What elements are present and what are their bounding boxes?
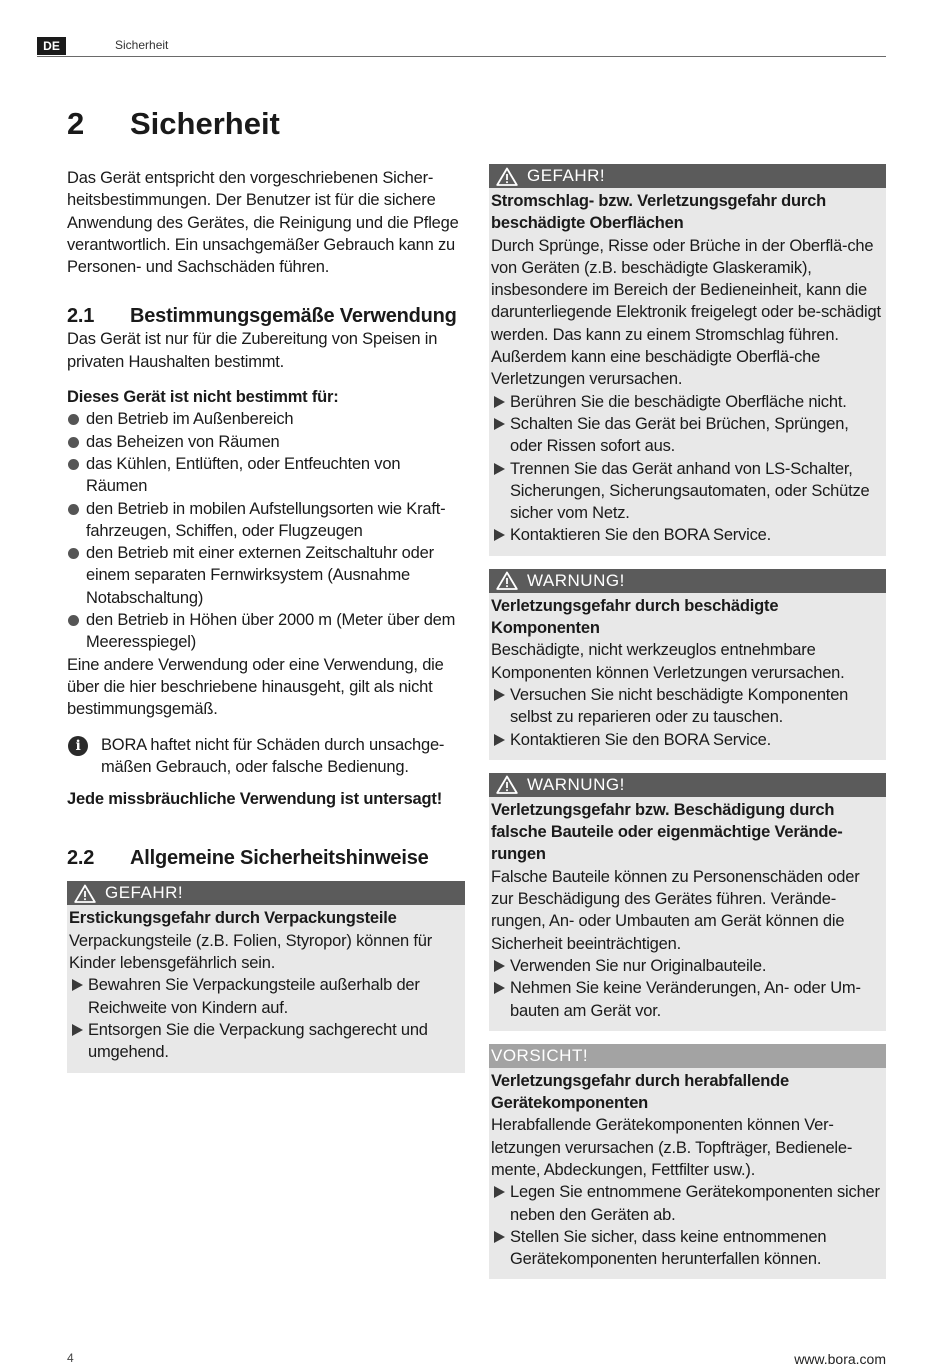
bullet-icon bbox=[68, 504, 79, 515]
action-list bbox=[491, 391, 884, 547]
arrow-icon bbox=[494, 1231, 505, 1243]
caution-label: VORSICHT! bbox=[489, 1044, 886, 1068]
box-title: Erstickungsgefahr durch Verpackungsteile bbox=[69, 909, 397, 928]
box-text: Verpackungsteile (z.B. Folien, Styropor) können für Kinder lebensgefährlich sein. bbox=[69, 931, 433, 973]
info-note bbox=[67, 734, 465, 779]
section-2-2-heading bbox=[67, 846, 465, 870]
box-text: Durch Sprünge, Risse oder Brüche in der Oberflä-che von Geräten (z.B. beschädigte Glaskeramik), insbesondere im Bereich der Bedieneinheit, kann die darunterliegende Elektronik freigelegt oder be-schädigt werden. Das kann zu einem Stromschlag führen. Außerdem kann eine beschädigte Oberflä-che Verletzungen verursachen. bbox=[491, 236, 881, 389]
action-item: Stellen Sie sicher, dass keine entnommenen Gerätekomponenten herunterfallen können. bbox=[491, 1226, 884, 1271]
list-item: das Kühlen, Entlüften, oder Entfeuchten von Räumen bbox=[67, 453, 465, 498]
bullet-icon bbox=[68, 615, 79, 626]
action-list bbox=[491, 955, 884, 1022]
box-text: Beschädigte, nicht werkzeuglos entnehmbare Komponenten können Verletzungen verursachen. bbox=[491, 641, 845, 682]
warning-triangle-icon bbox=[493, 569, 521, 593]
arrow-icon bbox=[494, 960, 505, 972]
action-list bbox=[491, 1181, 884, 1270]
danger-box-suffocation bbox=[67, 881, 465, 1072]
info-icon: i bbox=[68, 736, 88, 756]
warning-label: WARNUNG! bbox=[489, 569, 886, 593]
bullet-icon bbox=[68, 414, 79, 425]
arrow-icon bbox=[494, 734, 505, 746]
section-title: Allgemeine Sicherheitshinweise bbox=[130, 847, 429, 870]
header-section-name: Sicherheit bbox=[115, 38, 169, 52]
action-item: Berühren Sie die beschädigte Oberfläche nicht. bbox=[491, 391, 884, 413]
section-2-1-heading bbox=[67, 304, 465, 328]
warning-box-components bbox=[489, 569, 886, 760]
info-text: BORA haftet nicht für Schäden durch unsachge-mäßen Gebrauch, oder falsche Bedienung. bbox=[101, 735, 445, 776]
box-title: Verletzungsgefahr bzw. Beschädigung durch falsche Bauteile oder eigenmächtige Verände-rungen bbox=[491, 800, 843, 864]
box-text: Falsche Bauteile können zu Personenschäden oder zur Beschädigung des Gerätes führen. Verände-rungen, An- oder Umbauten am Gerät können die Sicherheit beeinträchtigen. bbox=[491, 867, 860, 953]
action-item: Trennen Sie das Gerät anhand von LS-Schalter, Sicherungen, Sicherungsautomaten, oder Schütze sicher vom Netz. bbox=[491, 458, 884, 525]
action-item: Schalten Sie das Gerät bei Brüchen, Sprüngen, oder Rissen sofort aus. bbox=[491, 413, 884, 458]
section-title: Bestimmungsgemäße Verwendung bbox=[130, 305, 457, 328]
action-item: Entsorgen Sie die Verpackung sachgerecht und umgehend. bbox=[69, 1019, 463, 1064]
action-item: Nehmen Sie keine Veränderungen, An- oder Um-bauten am Gerät vor. bbox=[491, 977, 884, 1022]
arrow-icon bbox=[72, 979, 83, 991]
bullet-icon bbox=[68, 548, 79, 559]
danger-label: GEFAHR! bbox=[67, 881, 465, 905]
not-intended-list bbox=[67, 408, 465, 653]
bullet-icon bbox=[68, 459, 79, 470]
not-intended-heading: Dieses Gerät ist nicht bestimmt für: bbox=[67, 388, 339, 407]
list-item: den Betrieb im Außenbereich bbox=[67, 408, 465, 430]
warning-label: WARNUNG! bbox=[489, 773, 886, 797]
warning-triangle-icon bbox=[71, 881, 99, 905]
caution-box-falling bbox=[489, 1044, 886, 1280]
arrow-icon bbox=[494, 396, 505, 408]
chapter-number: 2 bbox=[67, 106, 85, 141]
section-number: 2.2 bbox=[67, 847, 95, 870]
arrow-icon bbox=[494, 418, 505, 430]
footer-url: www.bora.com bbox=[794, 1351, 886, 1367]
action-item: Legen Sie entnommene Gerätekomponenten sicher neben den Geräten ab. bbox=[491, 1181, 884, 1226]
chapter-title: Sicherheit bbox=[130, 106, 280, 141]
warning-triangle-icon bbox=[493, 773, 521, 797]
misuse-prohibited-text: Jede missbräuchliche Verwendung ist untersagt! bbox=[67, 790, 442, 809]
list-item: den Betrieb in mobilen Aufstellungsorten wie Kraft-fahrzeugen, Schiffen, oder Flugzeugen bbox=[67, 498, 465, 543]
arrow-icon bbox=[494, 463, 505, 475]
section-number: 2.1 bbox=[67, 305, 95, 328]
danger-label: GEFAHR! bbox=[489, 164, 886, 188]
arrow-icon bbox=[494, 982, 505, 994]
list-item: das Beheizen von Räumen bbox=[67, 431, 465, 453]
arrow-icon bbox=[494, 1186, 505, 1198]
box-title: Verletzungsgefahr durch beschädigte Komponenten bbox=[491, 596, 779, 638]
page-number: 4 bbox=[67, 1351, 74, 1365]
chapter-heading bbox=[67, 104, 280, 144]
danger-box-electric bbox=[489, 164, 886, 556]
warning-box-parts bbox=[489, 773, 886, 1031]
action-list bbox=[69, 974, 463, 1063]
action-list bbox=[491, 684, 884, 751]
warning-triangle-icon bbox=[493, 164, 521, 188]
other-use-text: Eine andere Verwendung oder eine Verwendung, die über die hier beschriebene hinausgeht, gilt als nicht bestimmungsgemäß. bbox=[67, 655, 444, 719]
intended-use-text: Das Gerät ist nur für die Zubereitung von Speisen in privaten Haushalten bestimmt. bbox=[67, 330, 438, 371]
action-item: Bewahren Sie Verpackungsteile außerhalb der Reichweite von Kindern auf. bbox=[69, 974, 463, 1019]
bullet-icon bbox=[68, 437, 79, 448]
list-item: den Betrieb mit einer externen Zeitschaltuhr oder einem separaten Fernwirksystem (Ausnahme Notabschaltung) bbox=[67, 542, 465, 609]
box-title: Stromschlag- bzw. Verletzungsgefahr durch beschädigte Oberflächen bbox=[491, 192, 826, 233]
arrow-icon bbox=[494, 689, 505, 701]
language-badge: DE bbox=[37, 37, 66, 55]
arrow-icon bbox=[494, 529, 505, 541]
arrow-icon bbox=[72, 1024, 83, 1036]
action-item: Kontaktieren Sie den BORA Service. bbox=[491, 729, 884, 751]
page-header bbox=[37, 36, 886, 57]
action-item: Kontaktieren Sie den BORA Service. bbox=[491, 524, 884, 546]
box-title: Verletzungsgefahr durch herabfallende Gerätekomponenten bbox=[491, 1071, 789, 1113]
right-column bbox=[489, 164, 886, 1279]
action-item: Verwenden Sie nur Originalbauteile. bbox=[491, 955, 884, 977]
left-column bbox=[67, 167, 465, 1073]
intro-text: Das Gerät entspricht den vorgeschriebenen Sicher-heitsbestimmungen. Der Benutzer ist für die sichere Anwendung des Gerätes, die Reinigung und die Pflege verantwortlich. Ein unsachgemäßer Gebrauch kann zu Personen- und Sachschäden führen. bbox=[67, 169, 459, 277]
list-item: den Betrieb in Höhen über 2000 m (Meter über dem Meeresspiegel) bbox=[67, 609, 465, 654]
box-text: Herabfallende Gerätekomponenten können Ver-letzungen verursachen (z.B. Topfträger, Bedienele-mente, Abdeckungen, Fettfilter usw.). bbox=[491, 1116, 853, 1179]
action-item: Versuchen Sie nicht beschädigte Komponenten selbst zu reparieren oder zu tauschen. bbox=[491, 684, 884, 729]
